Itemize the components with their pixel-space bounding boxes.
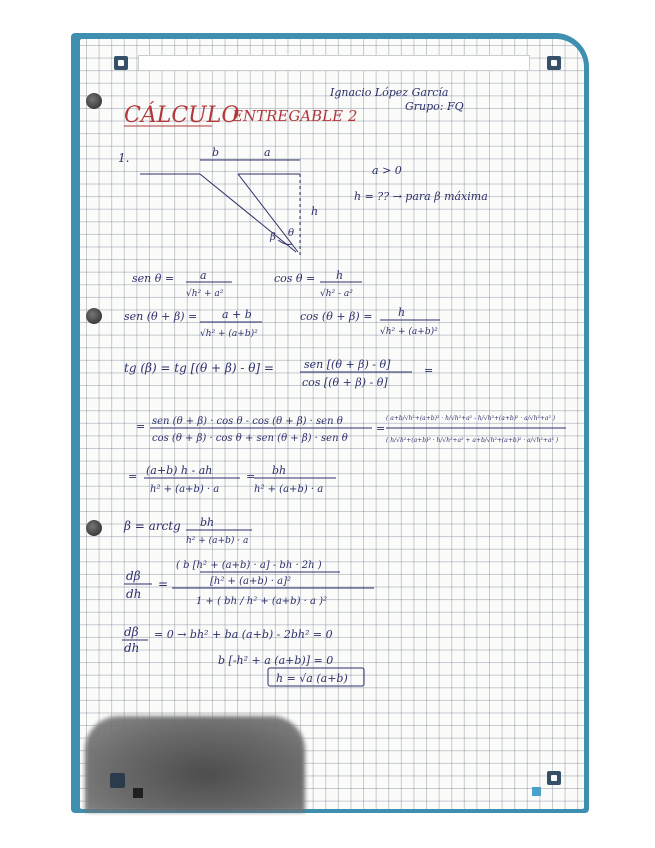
beta-num: bh	[200, 516, 215, 529]
diagram-a-label: a	[264, 146, 271, 159]
zero-lhs-num: dβ	[124, 625, 139, 639]
tg-den: cos [(θ + β) - θ]	[302, 376, 388, 389]
zero-lhs-den: dh	[124, 641, 140, 655]
simplify-eq: =	[246, 470, 256, 483]
page-subtitle: ENTREGABLE 2	[232, 107, 358, 125]
tg-tail: =	[424, 364, 434, 377]
expand-big-den: ( h/√h²+(a+b)² · h/√h²+a² + a+b/√h²+(a+b)² · a/√h²+a² )	[386, 437, 559, 444]
author-name: Ignacio López García	[330, 86, 449, 99]
deriv-lhs-den: dh	[126, 587, 142, 601]
expand-num: sen (θ + β) · cos θ - cos (θ + β) · sen θ	[152, 416, 343, 427]
sen-sum-lhs: sen (θ + β) =	[124, 310, 198, 323]
sen-theta-den: √h² + a²	[186, 289, 224, 299]
problem-question: h = ?? → para β máxima	[354, 190, 488, 203]
group-label: Grupo: FQ	[405, 100, 464, 113]
simplify-lhs: =	[128, 470, 138, 483]
expand-den: cos (θ + β) · cos θ + sen (θ + β) · sen θ	[152, 433, 348, 444]
expand-big-num: ( a+b/√h²+(a+b)² · h/√h²+a² - h/√h²+(a+b)² · a/√h²+a² )	[386, 415, 556, 422]
diagram-h-label: h	[311, 205, 319, 218]
sen-theta-lhs: sen θ =	[132, 272, 175, 285]
sen-sum-num: a + b	[222, 308, 252, 321]
step-line: b [-h² + a (a+b)] = 0	[218, 654, 334, 667]
deriv-eq: =	[158, 577, 169, 591]
sen-sum-den: √h² + (a+b)²	[200, 329, 258, 339]
cos-theta-den: √h² - a²	[320, 289, 353, 299]
tg-num: sen [(θ + β) - θ]	[304, 358, 391, 371]
diagram-ray-outer	[200, 174, 296, 252]
diagram-beta-label: β	[270, 232, 276, 243]
page-title: CÁLCULO	[124, 103, 240, 128]
simplify-den2: h² + (a+b) · a	[254, 484, 324, 495]
cos-sum-num: h	[398, 306, 406, 319]
zero-line-text: = 0 → bh² + ba (a+b) - 2bh² = 0	[154, 628, 333, 641]
cos-sum-lhs: cos (θ + β) =	[300, 310, 373, 323]
beta-lhs: β = arctg	[124, 519, 181, 533]
problem-number: 1.	[118, 151, 130, 165]
expand-eq: =	[376, 422, 386, 435]
cos-sum-den: √h² + (a+b)²	[380, 327, 438, 337]
beta-den: h² + (a+b) · a	[186, 536, 249, 546]
tg-lhs: tg (β) = tg [(θ + β) - θ] =	[124, 361, 274, 375]
expand-lhs: =	[136, 420, 146, 433]
cos-theta-num: h	[336, 269, 344, 282]
diagram-theta-label: θ	[288, 228, 295, 239]
simplify-num2: bh	[272, 464, 287, 477]
deriv-bottom: 1 + ( bh / h² + (a+b) · a )²	[196, 596, 328, 607]
cos-theta-lhs: cos θ =	[274, 272, 316, 285]
simplify-num: (a+b) h - ah	[146, 464, 213, 477]
deriv-lhs-num: dβ	[126, 569, 141, 583]
diagram-b-label: b	[212, 146, 220, 159]
final-answer: h = √a (a+b)	[276, 672, 348, 685]
sen-theta-num: a	[200, 269, 207, 282]
deriv-top-num: ( b [h² + (a+b) · a] - bh · 2h )	[176, 560, 322, 571]
diagram-ray-inner	[238, 174, 298, 252]
deriv-top-den: [h² + (a+b) · a]²	[210, 576, 292, 587]
given-condition: a > 0	[372, 164, 402, 177]
simplify-den: h² + (a+b) · a	[150, 484, 220, 495]
